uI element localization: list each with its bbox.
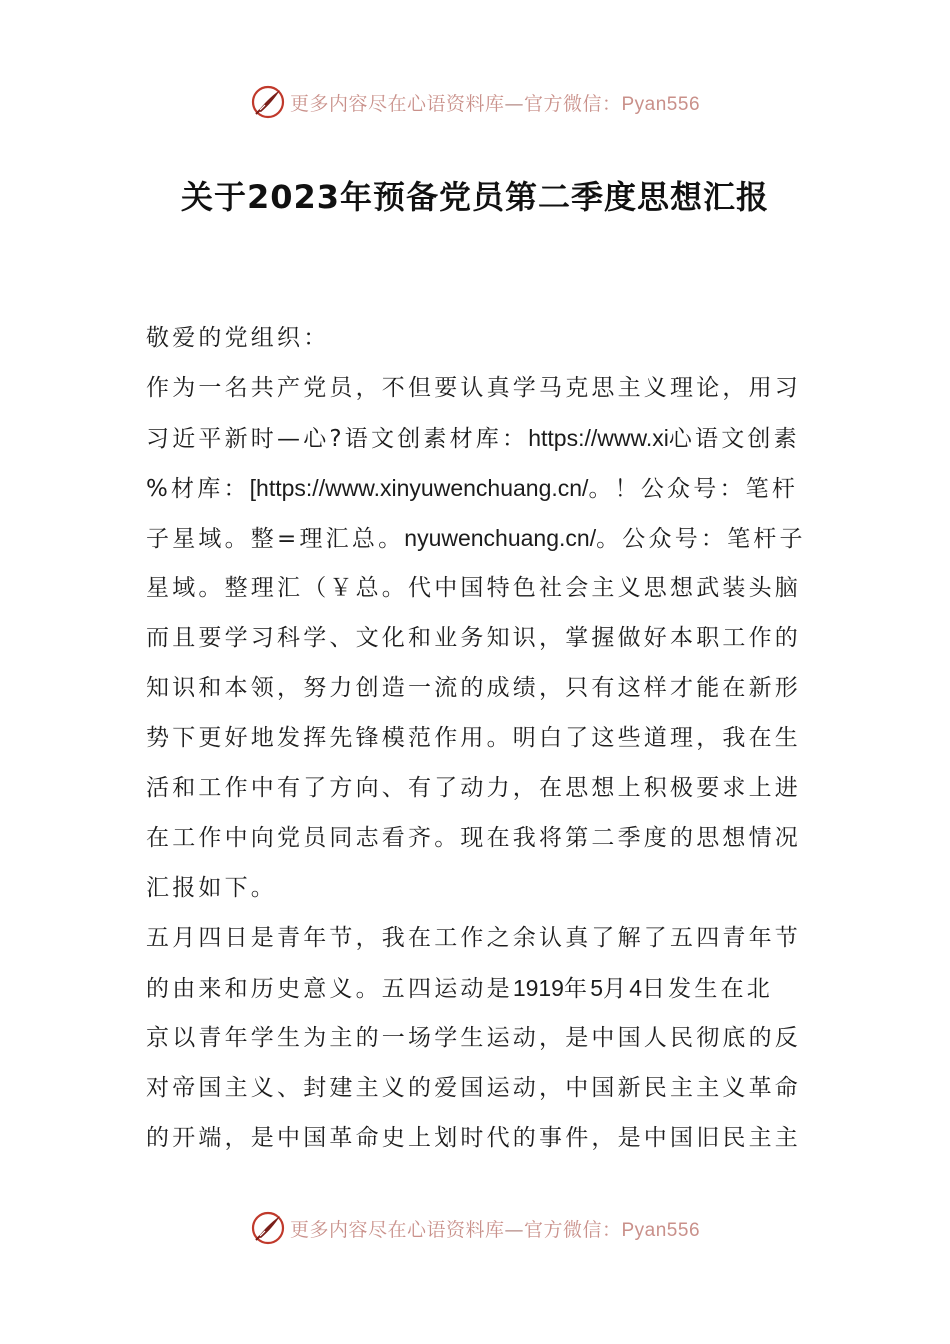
body-text: 月 <box>602 976 630 1002</box>
month-number: 5 <box>590 975 603 1001</box>
body-line <box>146 1013 806 1063</box>
quill-pen-logo-icon <box>250 1210 286 1246</box>
body-text: 星域。整理汇（￥总。代中国特色社会主义思想武装头脑 <box>146 575 801 601</box>
body-text: 在工作中向党员同志看齐。现在我将第二季度的思想情况 <box>146 825 801 851</box>
quill-pen-logo-icon <box>250 84 286 120</box>
body-text: %材库： <box>146 476 250 502</box>
body-url-text: [https://www.xinyuwenchuang.cn/ <box>249 475 589 501</box>
body-line <box>146 413 806 463</box>
body-line <box>146 1113 806 1163</box>
header-watermark-banner <box>0 80 950 124</box>
body-line <box>146 963 806 1013</box>
body-text: 活和工作中有了方向、有了动力，在思想上积极要求上进 <box>146 775 801 801</box>
salutation-line: 敬爱的党组织： <box>146 325 330 351</box>
banner-wechat-id: Pyan556 <box>621 1219 701 1241</box>
body-line <box>146 763 806 813</box>
footer-watermark-banner <box>0 1206 950 1250</box>
banner-text <box>290 1215 700 1242</box>
body-text: 日发生在北 <box>641 976 773 1002</box>
body-text: 汇报如下。 <box>146 875 277 901</box>
body-line <box>146 913 806 963</box>
body-text: 而且要学习科学、文化和业务知识，掌握做好本职工作的 <box>146 625 801 651</box>
body-text: 对帝国主义、封建主义的爱国运动，中国新民主主义革命 <box>146 1075 801 1101</box>
body-line <box>146 613 806 663</box>
body-text: 知识和本领，努力创造一流的成绩，只有这样才能在新形 <box>146 675 801 701</box>
year-number: 1919 <box>512 975 564 1001</box>
body-line <box>146 713 806 763</box>
body-text: 习近平新时—心?语文创素材库： <box>146 426 529 452</box>
body-text: 势下更好地发挥先锋模范作用。明白了这些道理，我在生 <box>146 725 801 751</box>
body-text: 年 <box>563 976 591 1002</box>
body-line <box>146 813 806 863</box>
body-url-text: nyuwenchuang.cn/ <box>404 525 597 551</box>
body-line <box>146 363 806 413</box>
body-text: 作为一名共产党员，不但要认真学马克思主义理论，用习 <box>146 375 801 401</box>
body-text: 子星域。整=理汇总。 <box>146 526 405 552</box>
body-text: 的开端，是中国革命史上划时代的事件，是中国旧民主主 <box>146 1125 801 1151</box>
banner-slogan: 更多内容尽在心语资料库 <box>289 1218 505 1241</box>
banner-slogan: 更多内容尽在心语资料库 <box>289 92 505 115</box>
body-text: 京以青年学生为主的一场学生运动，是中国人民彻底的反 <box>146 1025 801 1051</box>
body-text: 。！公众号：笔杆 <box>588 476 799 502</box>
body-text: 五月四日是青年节，我在工作之余认真了解了五四青年节 <box>146 925 801 951</box>
body-text: 。公众号：笔杆子 <box>596 526 806 552</box>
banner-separator: — <box>504 92 524 115</box>
document-title: 关于2023年预备党员第二季度思想汇报 <box>180 178 770 216</box>
banner-official-label: 官方微信： <box>523 1218 622 1241</box>
document-body <box>146 313 806 1163</box>
banner-wechat-id: Pyan556 <box>621 93 701 115</box>
banner-separator: — <box>504 1218 524 1241</box>
body-text: 的由来和历史意义。五四运动是 <box>146 976 513 1002</box>
body-line <box>146 663 806 713</box>
body-line <box>146 513 806 563</box>
banner-official-label: 官方微信： <box>523 92 622 115</box>
body-line <box>146 563 806 613</box>
body-text: 心语文创素 <box>668 426 800 452</box>
body-line <box>146 863 806 913</box>
body-url-text: https://www.xi <box>528 425 669 451</box>
body-line <box>146 463 806 513</box>
body-line <box>146 1063 806 1113</box>
banner-text <box>290 89 700 116</box>
day-number: 4 <box>629 975 642 1001</box>
